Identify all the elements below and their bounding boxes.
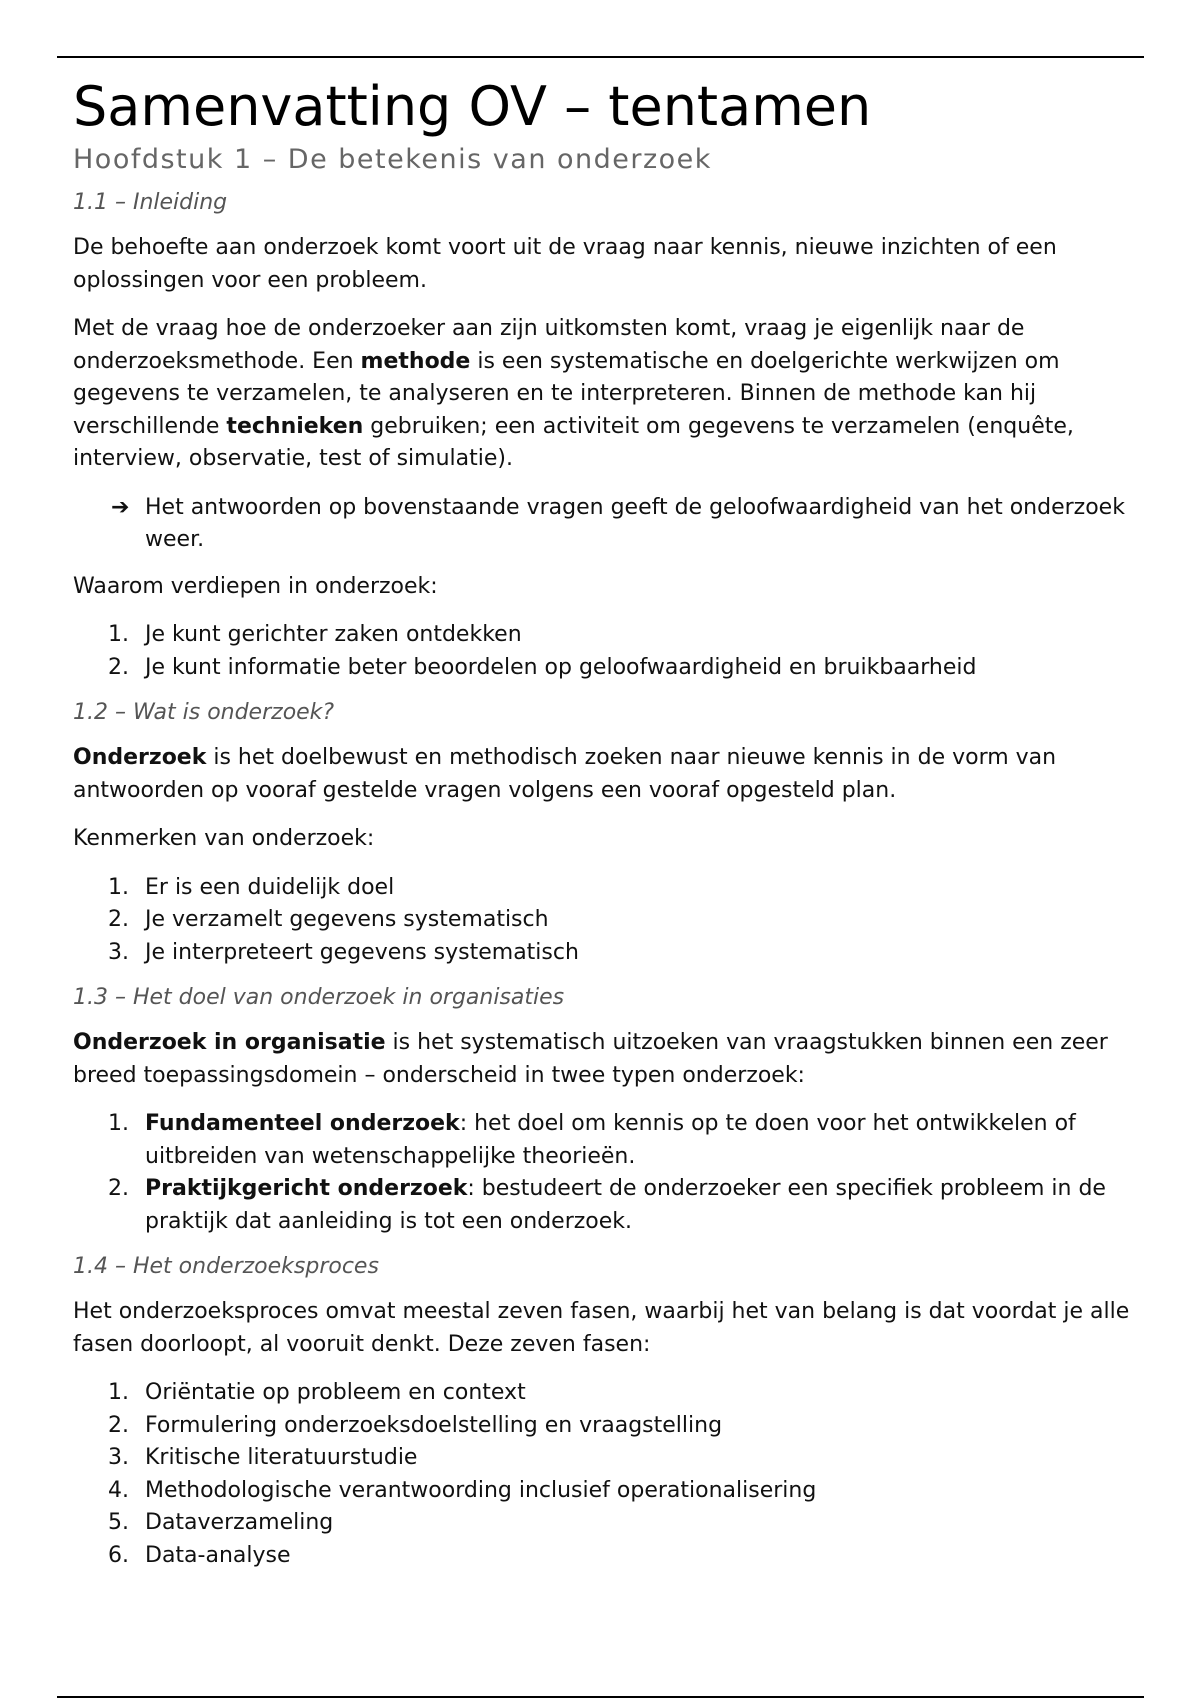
header-rule (57, 56, 1144, 58)
list-item: 2. Je verzamelt gegevens systematisch (108, 907, 549, 932)
list-item: 1. Fundamenteel onderzoek: het doel om kennis op te doen voor het ontwikkelen of uitbreiden van wetenschappelijke theorieën. (108, 1111, 1076, 1169)
paragraph-methode: Met de vraag hoe de onderzoeker aan zijn uitkomsten komt, vraag je eigenlijk naar de onderzoeksmethode. Een methode is een systematische en doelgerichte werkwijzen om gegevens te verzamelen, te analyseren en te interpreteren. Binnen de methode kan hij verschillende technieken gebruiken; een activiteit om gegevens te verzamelen (enquête, interview, observatie, test of simulatie). (73, 316, 1074, 471)
list-item: 3. Kritische literatuurstudie (108, 1445, 418, 1470)
types-list (73, 1108, 1133, 1238)
arrow-list (73, 492, 1133, 557)
section-heading-1-2: 1.2 – Wat is onderzoek? (73, 700, 335, 725)
paragraph-definition: Onderzoek is het doelbewust en methodisch zoeken naar nieuwe kennis in de vorm van antwoorden op vooraf gestelde vragen volgens een vooraf opgesteld plan. (73, 745, 1057, 803)
list-item: 5. Dataverzameling (108, 1510, 334, 1535)
document-body (73, 72, 1133, 1586)
paragraph: Waarom verdiepen in onderzoek: (73, 573, 438, 599)
term-technieken: technieken (226, 413, 364, 439)
arrow-item: ➔ Het antwoorden op bovenstaande vragen geeft de geloofwaardigheid van het onderzoek weer. (73, 492, 1133, 557)
section-heading-1-3: 1.3 – Het doel van onderzoek in organisaties (73, 985, 565, 1010)
paragraph: De behoefte aan onderzoek komt voort uit de vraag naar kennis, nieuwe inzichten of een oplossingen voor een probleem. (73, 235, 1057, 293)
term-onderzoek: Onderzoek (73, 745, 207, 770)
section-heading-1-1: 1.1 – Inleiding (73, 190, 228, 215)
list-item: 4. Methodologische verantwoording inclusief operationalisering (108, 1477, 817, 1503)
footer-rule (57, 1696, 1144, 1698)
list-item: 1. Je kunt gerichter zaken ontdekken (108, 622, 522, 647)
fasen-list (73, 1377, 1133, 1572)
arrow-right-icon: ➔ (111, 494, 130, 520)
list-item: 2. Formulering onderzoeksdoelstelling en vraagstelling (108, 1412, 723, 1438)
section-heading-1-4: 1.4 – Het onderzoeksproces (73, 1254, 379, 1279)
list-item: 2. Je kunt informatie beter beoordelen op geloofwaardigheid en bruikbaarheid (108, 654, 977, 680)
term-methode: methode (360, 348, 471, 374)
paragraph: Kenmerken van onderzoek: (73, 826, 375, 851)
kenmerken-list (73, 872, 1133, 970)
paragraph-definition: Onderzoek in organisatie is het systematisch uitzoeken van vraagstukken binnen een zeer breed toepassingsdomein – onderscheid in twee typen onderzoek: (73, 1030, 1108, 1088)
paragraph: Het onderzoeksproces omvat meestal zeven fasen, waarbij het van belang is dat voordat je alle fasen doorloopt, al vooruit denkt. Deze zeven fasen: (73, 1299, 1130, 1357)
list-item: 3. Je interpreteert gegevens systematisch (108, 939, 579, 965)
list-item: 1. Oriëntatie op probleem en context (108, 1380, 526, 1405)
list-item: 2. Praktijkgericht onderzoek: bestudeert de onderzoeker een specifiek probleem in de praktijk dat aanleiding is tot een onderzoek. (108, 1176, 1106, 1234)
term-onderzoek-in-organisatie: Onderzoek in organisatie (73, 1030, 386, 1055)
document-title: Samenvatting OV – tentamen (73, 75, 872, 138)
why-list (73, 619, 1133, 684)
chapter-heading: Hoofdstuk 1 – De betekenis van onderzoek (73, 144, 712, 175)
list-item: 6. Data-analyse (108, 1542, 291, 1568)
list-item: 1. Er is een duidelijk doel (108, 874, 395, 900)
